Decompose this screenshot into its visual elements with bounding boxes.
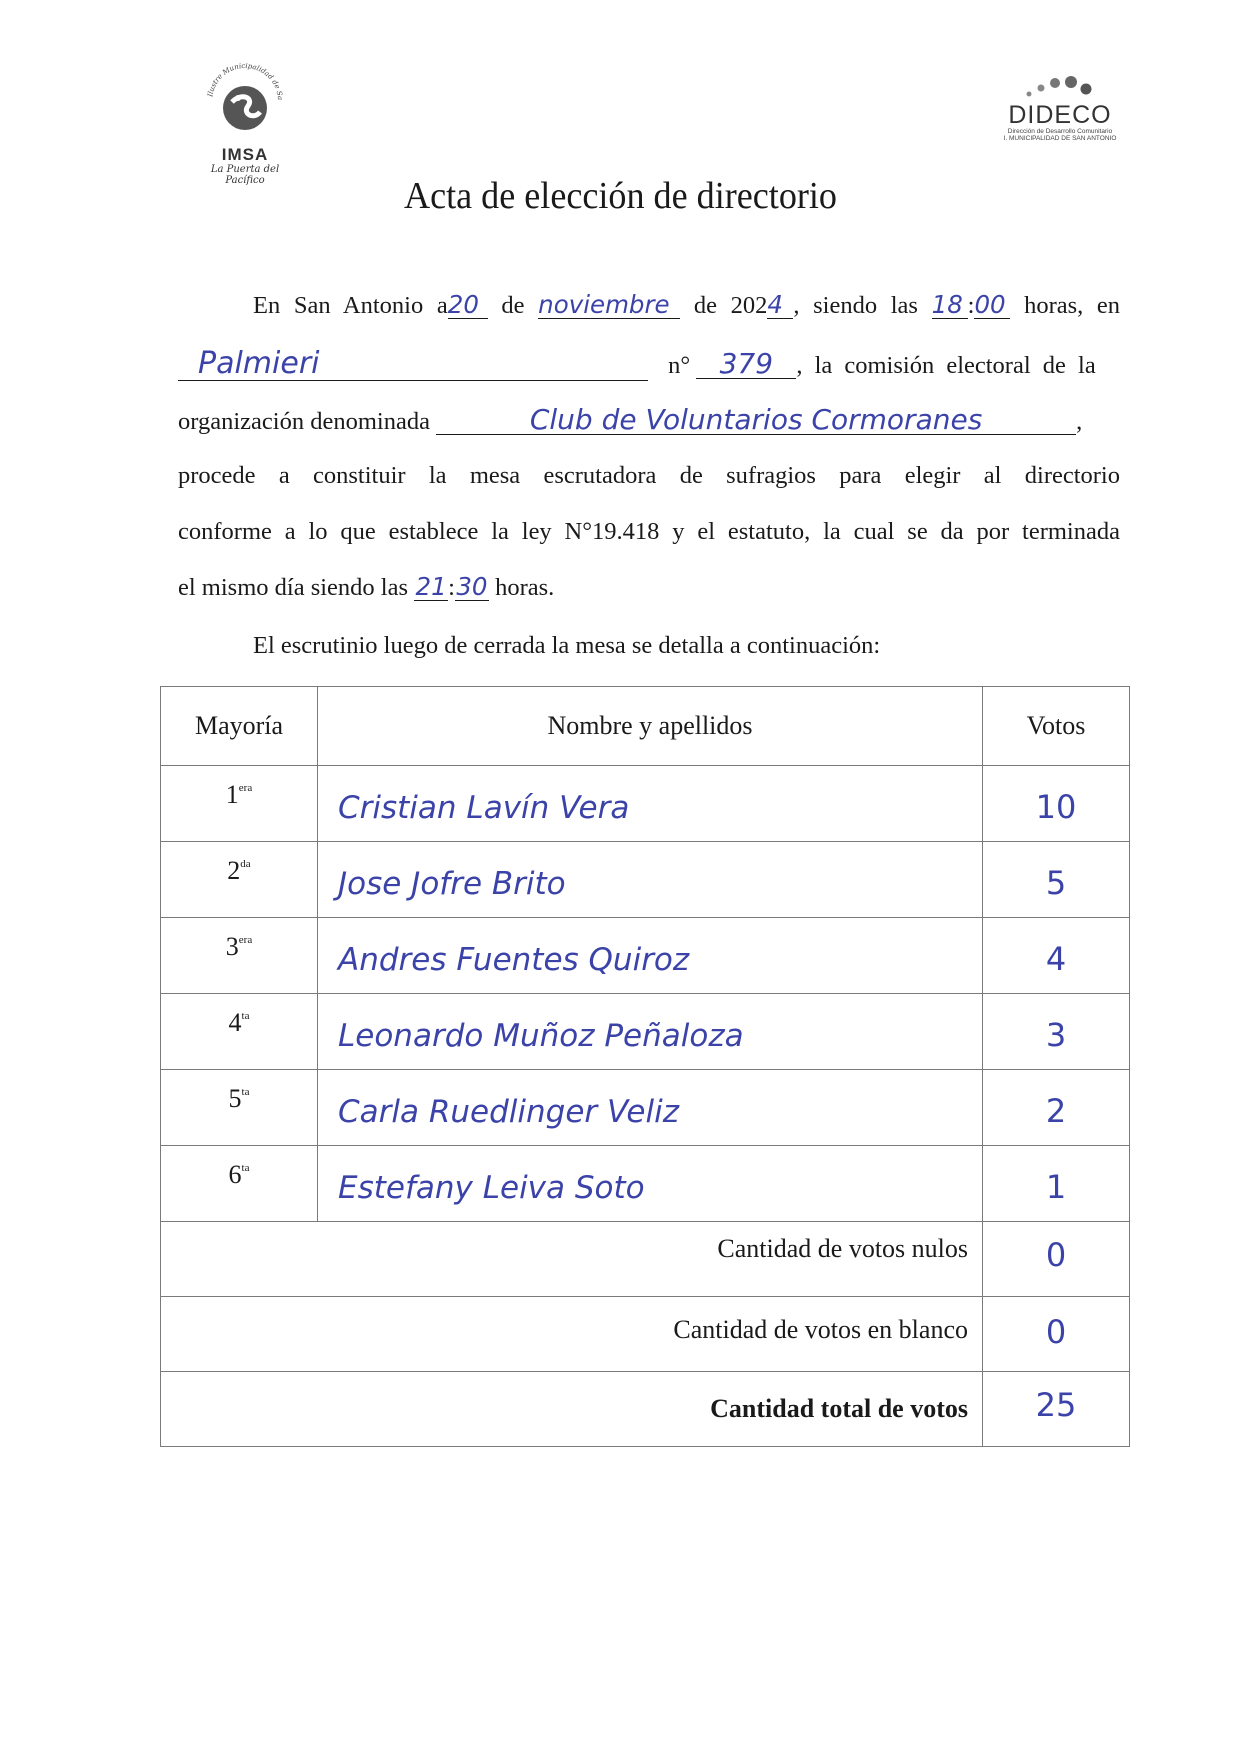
street-field: Palmieri — [178, 348, 648, 381]
total-votes-cell: 25 — [983, 1372, 1130, 1447]
text: En San Antonio a — [253, 292, 448, 319]
imsa-tagline: La Puerta del Pacífico — [210, 164, 280, 186]
paragraph-line-6 — [178, 574, 1120, 602]
paragraph-line-5: conforme a lo que establece la ley N°19.418 y el estatuto, la cual se da por terminada — [178, 518, 1120, 545]
end-hour-field: 21 — [415, 572, 447, 601]
total-votes-label-cell: Cantidad total de votos — [161, 1372, 983, 1447]
imsa-logo — [190, 58, 300, 186]
rank-cell: $4^{ta}$ — [161, 994, 318, 1070]
votes-cell: 5 — [983, 842, 1130, 918]
text: : — [448, 574, 455, 601]
text: el mismo día siendo las — [178, 574, 408, 601]
header-rank: Mayoría — [161, 687, 318, 766]
dideco-name: DIDECO — [1008, 101, 1112, 129]
text: de — [501, 292, 525, 319]
text: de 2024 , siendo las — [693, 290, 918, 319]
year-digit-field: 4 — [767, 292, 793, 319]
paragraph-line-2 — [178, 348, 1120, 381]
paragraph-line-3 — [178, 405, 1120, 436]
document-title: Acta de elección de directorio — [404, 175, 837, 217]
null-votes-cell: 0 — [983, 1222, 1130, 1297]
name-cell: Carla Ruedlinger Veliz — [318, 1070, 983, 1146]
day-field: 20 — [448, 292, 488, 319]
start-min-field: 00 — [974, 292, 1010, 319]
number-field: 379 — [696, 349, 796, 379]
table-row — [161, 842, 1130, 918]
text: , la comisión electoral de la — [796, 352, 1096, 379]
results-table — [160, 686, 1130, 1447]
text: n° — [668, 352, 691, 379]
table-row — [161, 1070, 1130, 1146]
rank-cell: $3^{era}$ — [161, 918, 318, 994]
municipality-seal-icon — [202, 58, 288, 144]
text: horas. — [495, 574, 555, 601]
header-name: Nombre y apellidos — [318, 687, 983, 766]
organization-field: Club de Voluntarios Cormoranes — [436, 405, 1076, 435]
rank-cell: $6^{ta}$ — [161, 1146, 318, 1222]
text: organización denominada — [178, 408, 430, 435]
null-votes-label-cell: Cantidad de votos nulos — [161, 1222, 983, 1297]
name-cell: Jose Jofre Brito — [318, 842, 983, 918]
dideco-dots-icon — [1015, 72, 1105, 102]
paragraph-line-4: procede a constituir la mesa escrutadora de sufragios para elegir al directorio — [178, 462, 1120, 489]
null-votes-row — [161, 1222, 1130, 1297]
name-cell: Estefany Leiva Soto — [318, 1146, 983, 1222]
dideco-subtitle: Dirección de Desarrollo Comunitario — [1007, 128, 1113, 135]
end-min-field: 30 — [456, 572, 488, 601]
svg-text:Ilustre Municipalidad de San A: Ilustre Municipalidad de Sa — [206, 61, 285, 101]
blank-votes-row — [161, 1297, 1130, 1372]
table-row — [161, 994, 1130, 1070]
table-row — [161, 1146, 1130, 1222]
votes-cell: 2 — [983, 1070, 1130, 1146]
table-row — [161, 918, 1130, 994]
name-cell: Andres Fuentes Quiroz — [318, 918, 983, 994]
scrutiny-intro: El escrutinio luego de cerrada la mesa se detalla a continuación: — [253, 632, 881, 659]
rank-cell: $2^{da}$ — [161, 842, 318, 918]
start-hour-field: 18 — [932, 292, 968, 319]
total-votes-row — [161, 1372, 1130, 1447]
header-votes: Votos — [983, 687, 1130, 766]
blank-votes-cell: 0 — [983, 1297, 1130, 1372]
name-cell: Cristian Lavín Vera — [318, 766, 983, 842]
paragraph-line-1 — [178, 292, 1120, 320]
votes-cell: 10 — [983, 766, 1130, 842]
votes-cell: 3 — [983, 994, 1130, 1070]
name-cell: Leonardo Muñoz Peñaloza — [318, 994, 983, 1070]
text: , — [1076, 408, 1083, 435]
votes-cell: 1 — [983, 1146, 1130, 1222]
votes-cell: 4 — [983, 918, 1130, 994]
rank-cell: $5^{ta}$ — [161, 1070, 318, 1146]
month-field: noviembre — [538, 292, 680, 319]
table-header-row — [161, 687, 1130, 766]
dideco-subtitle-2: I. MUNICIPALIDAD DE SAN ANTONIO — [1003, 135, 1117, 142]
rank-cell: $1^{era}$ — [161, 766, 318, 842]
start-time: 18 :00 — [932, 292, 1011, 319]
blank-votes-label-cell: Cantidad de votos en blanco — [161, 1297, 983, 1372]
text: horas, en — [1024, 292, 1121, 319]
table-row — [161, 766, 1130, 842]
dideco-logo — [985, 72, 1135, 142]
imsa-name: IMSA — [221, 145, 269, 164]
